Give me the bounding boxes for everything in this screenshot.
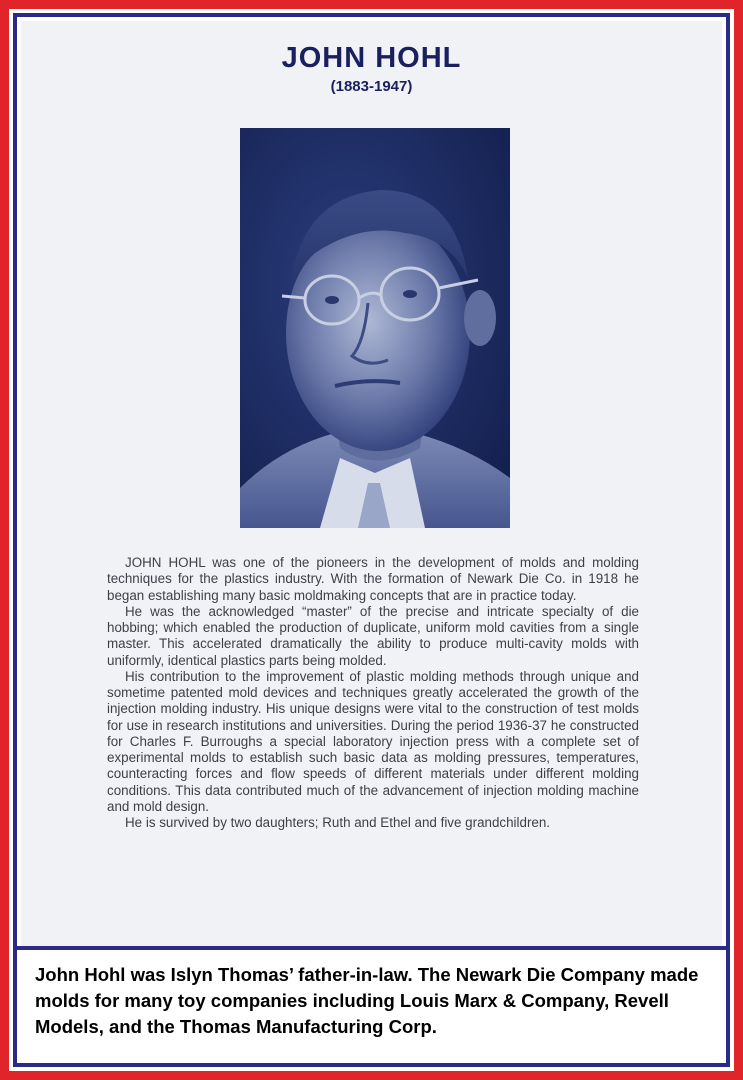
portrait-photo [240, 128, 510, 528]
page-title: JOHN HOHL [281, 42, 462, 74]
portrait-illustration [240, 128, 510, 528]
lifespan-years: (1883-1947) [330, 78, 413, 95]
bio-paragraph: He was the acknowledged “master” of the precise and intricate specialty of die hobbing; which enabled the production of duplicate, uniform mold cavities from a single master. This accelerated dramatically the ability to produce multi-cavity molds with uniformly, identical plastics parts being molded. [107, 603, 639, 668]
bio-paragraph: He is survived by two daughters; Ruth and Ethel and five grandchildren. [125, 815, 551, 830]
caption-text: John Hohl was Islyn Thomas’ father-in-law. The Newark Die Company made molds for many toy companies including Louis Marx & Company, Revell Models, and the Thomas Manufacturing Corp. [35, 964, 699, 1037]
caption-divider [17, 946, 726, 950]
biography-text [107, 555, 639, 831]
bio-paragraph: His contribution to the improvement of plastic molding methods through unique and sometime patented mold devices and techniques greatly accelerated the growth of the injection molding industry. His unique designs were vital to the construction of test molds for use in research institutions and universities. During the period 1936-37 he constructed for Charles F. Burroughs a special laboratory injection press with a complete set of experimental molds to establish such basic data as molding pressures, temperatures, counteracting forces and flow speeds of different materials under different molding conditions. This data contributed much of the advancement of injection molding machine and mold design. [107, 668, 639, 814]
bio-paragraph: JOHN HOHL was one of the pioneers in the development of molds and molding techniques for the plastics industry. With the formation of Newark Die Co. in 1918 he began establishing many basic moldmaking concepts that are in practice today. [107, 555, 639, 603]
